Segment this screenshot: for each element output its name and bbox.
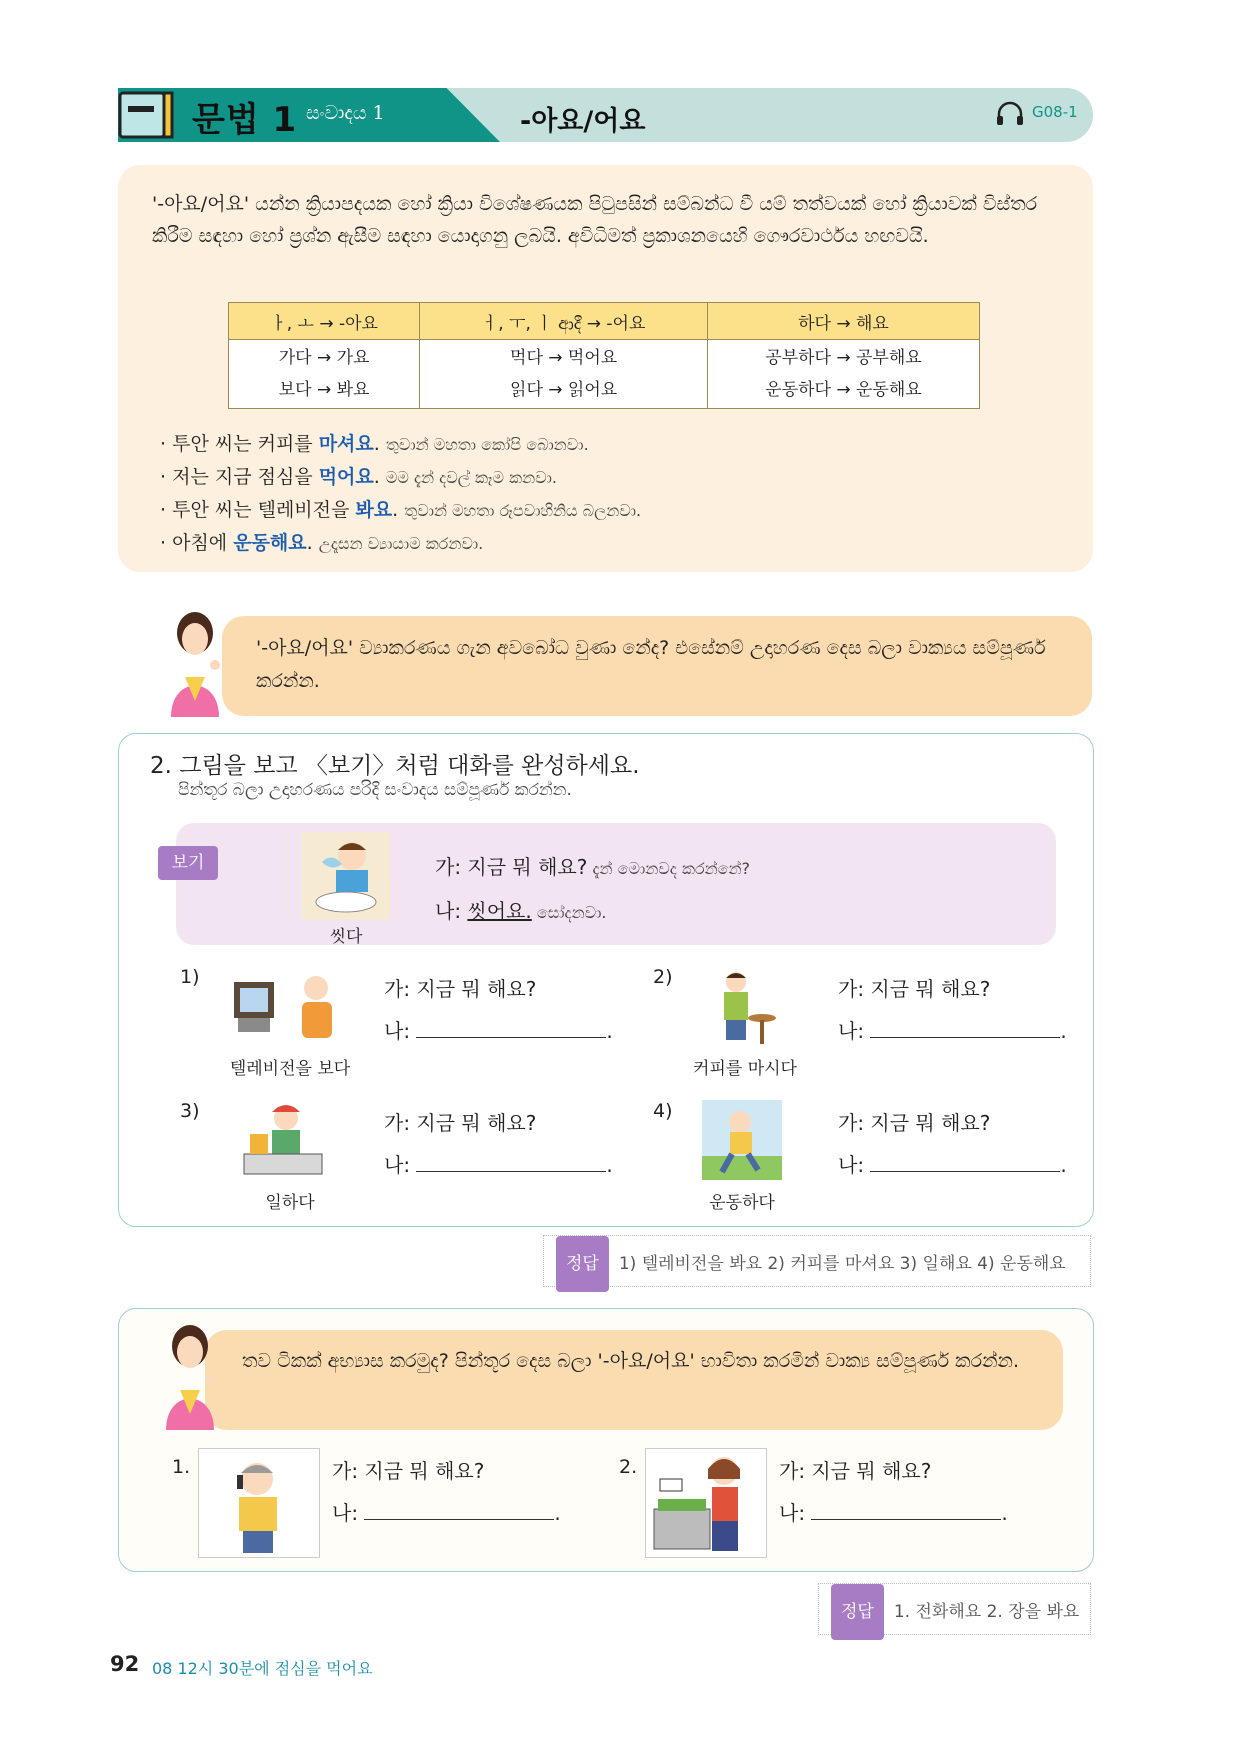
item-label: 텔레비전을 보다 <box>229 1059 351 1079</box>
section-title: 문법 1 <box>192 100 298 140</box>
practice-dialog: 가: 지금 뭐 해요? 나: . <box>779 1459 1008 1525</box>
item-number: 1) <box>180 966 200 988</box>
example-row: · 아침에 운동해요. උදෑසන ව්‍යායාම කරනවා. <box>160 532 484 554</box>
headphones-icon[interactable] <box>995 100 1025 126</box>
teacher-illustration <box>150 1318 240 1430</box>
table-cell: 가다 → 가요 보다 → 봐요 <box>229 340 420 409</box>
item-label: 일하다 <box>265 1193 315 1213</box>
page-number: 92 <box>110 1652 140 1676</box>
answer-blank[interactable] <box>364 1501 554 1520</box>
chapter-title: 08 12시 30분에 점심을 먹어요 <box>152 1659 373 1678</box>
answer-tag: 정답 <box>831 1584 884 1640</box>
table-cell: 먹다 → 먹어요 읽다 → 읽어요 <box>420 340 708 409</box>
item-dialog: 가: 지금 뭐 해요? 나: . <box>384 977 613 1043</box>
answer-key: 정답 1. 전화해요 2. 장을 봐요 <box>818 1583 1091 1635</box>
example-tag: 보기 <box>158 846 218 880</box>
conjugation-table <box>228 302 980 409</box>
answer-blank[interactable] <box>870 1153 1060 1172</box>
answer-blank[interactable] <box>811 1501 1001 1520</box>
answer-blank[interactable] <box>416 1153 606 1172</box>
table-header: 하다 → 해요 <box>707 303 979 340</box>
table-header: ㅏ, ㅗ → -아요 <box>229 303 420 340</box>
table-header: ㅓ, ㅜ, ㅣ ආදී → -어요 <box>420 303 708 340</box>
tv-picture <box>230 968 342 1048</box>
example-row: · 투안 씨는 커피를 마셔요. තුවාන් මහතා කෝපි බොනවා. <box>160 433 589 455</box>
example-row: · 투안 씨는 텔레비전을 봐요. තුවාන් මහතා රූපවාහිනිය බලනවා. <box>160 499 642 521</box>
practice-dialog: 가: 지금 뭐 해요? 나: . <box>332 1459 561 1525</box>
item-label: 커피를 마시다 <box>693 1059 797 1079</box>
answer-tag: 정답 <box>556 1236 609 1292</box>
item-number: 3) <box>180 1100 200 1122</box>
tip-text: තව ටිකක් අභ්‍යාස කරමුද? පින්තූර දෙස බලා '-아요/어요' භාවිතා කරමින් වාක්‍ය සම්පූර්ණ කරන්න. <box>242 1350 1019 1372</box>
example-label: 씻다 <box>329 927 363 947</box>
item-dialog: 가: 지금 뭐 해요? 나: . <box>384 1111 613 1177</box>
section-subtitle: සංවාදය 1 <box>306 102 385 124</box>
item-number: 2) <box>653 966 673 988</box>
work-picture <box>240 1100 326 1180</box>
answer-key: 정답 1) 텔레비전을 봐요 2) 커피를 마셔요 3) 일해요 4) 운동해요 <box>543 1235 1091 1287</box>
example-row: · 저는 지금 점심을 먹어요. මම දැන් දවල් කෑම කනවා. <box>160 466 557 488</box>
phone-call-picture <box>198 1448 320 1558</box>
grammar-heading: -아요/어요 <box>520 106 646 137</box>
coffee-picture <box>710 968 780 1048</box>
table-cell: 공부하다 → 공부해요 운동하다 → 운동해요 <box>707 340 979 409</box>
item-number: 2. <box>619 1456 638 1478</box>
item-dialog: 가: 지금 뭐 해요? 나: . <box>838 977 1067 1043</box>
exercise-picture <box>702 1100 782 1180</box>
answer-blank[interactable] <box>416 1019 606 1038</box>
book-icon <box>118 90 174 140</box>
item-number: 4) <box>653 1100 673 1122</box>
example-sentences <box>160 428 641 560</box>
answer-blank[interactable] <box>870 1019 1060 1038</box>
grocery-shopping-picture <box>645 1448 767 1558</box>
tip-text: '-아요/어요' ව්‍යාකරණය ගැන අවබෝධ වුණා නේද? එසේනම් උදාහරණ දෙස බලා වාක්‍යය සම්පූර්ණ කරන්න. <box>256 637 1046 692</box>
exercise-title: 2. 그림을 보고 〈보기〉처럼 대화를 완성하세요. <box>150 753 640 779</box>
audio-code: G08-1 <box>1032 103 1078 121</box>
item-label: 운동하다 <box>709 1193 775 1213</box>
exercise-subtitle: පින්තූර බලා උදාහරණය පරිදි සංවාදය සම්පූර්ණ කරන්න. <box>178 780 572 800</box>
item-dialog: 가: 지금 뭐 해요? 나: . <box>838 1111 1067 1177</box>
washing-face-picture <box>302 832 390 920</box>
example-dialog: 가: 지금 뭐 해요? දැන් මොනවද කරන්නේ? 나: 씻어요. සෝදනවා. <box>435 855 751 923</box>
item-number: 1. <box>172 1456 191 1478</box>
intro-text: '-아요/어요' යන්න ක්‍රියාපදයක හෝ ක්‍රියා විශේෂණයක පිටුපසින් සම්බන්ධ වී යම් තත්වයක් හෝ ක්‍රියාවක් විස්තර කිරීම සඳහා හෝ ප්‍රශ්න ඇසීම සඳහා යොදාගනු ලබයි. අවිධිමත් ප්‍රකාශනයෙහි ගෞරවාර්ථය හඟවයි. <box>152 193 1038 247</box>
teacher-illustration <box>155 605 245 717</box>
